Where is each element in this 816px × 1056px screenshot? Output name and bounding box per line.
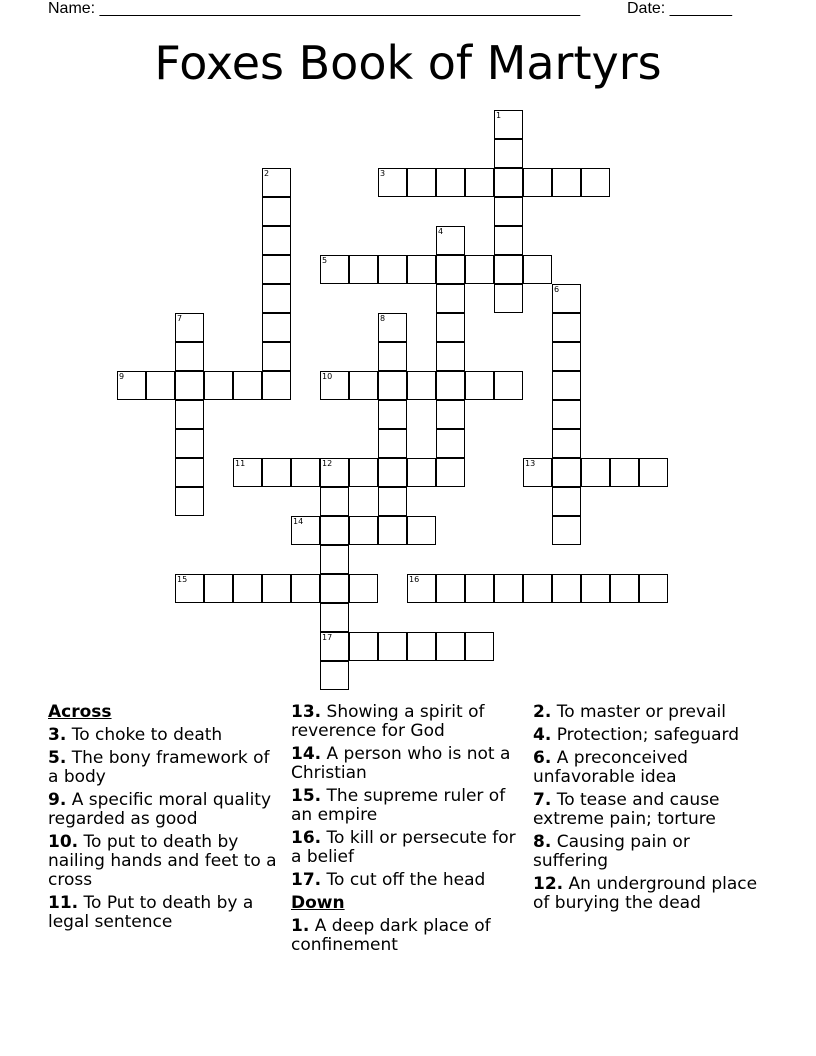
clue-number: 15. (291, 786, 322, 806)
clue-number: 9. (48, 790, 67, 810)
clue-down-4 (533, 726, 769, 745)
clue-text: Showing a spirit of reverence for God (291, 702, 485, 741)
cell-number: 10 (322, 372, 333, 381)
grid-cell[interactable] (378, 458, 407, 487)
grid-cell[interactable] (349, 516, 378, 545)
grid-cell[interactable] (552, 371, 581, 400)
clue-column-3 (533, 703, 769, 917)
cell-number: 7 (177, 314, 183, 323)
grid-cell[interactable] (523, 574, 552, 603)
clue-text: A person who is not a Christian (291, 744, 511, 783)
clue-number: 2. (533, 702, 552, 722)
grid-cell[interactable] (291, 458, 320, 487)
grid-cell[interactable] (494, 284, 523, 313)
grid-cell[interactable] (175, 487, 204, 516)
cell-number: 14 (293, 517, 304, 526)
grid-cell[interactable] (320, 255, 349, 284)
grid-cell[interactable] (494, 197, 523, 226)
clue-down-6 (533, 749, 769, 787)
clue-down-7 (533, 791, 769, 829)
cell-number: 16 (409, 575, 420, 584)
grid-cell[interactable] (639, 458, 668, 487)
grid-cell[interactable] (320, 574, 349, 603)
grid-cell[interactable] (378, 516, 407, 545)
grid-cell[interactable] (349, 255, 378, 284)
grid-cell[interactable] (204, 574, 233, 603)
clue-text: To cut off the head (321, 870, 486, 890)
grid-cell[interactable] (494, 574, 523, 603)
grid-cell[interactable] (552, 342, 581, 371)
clue-across-11 (48, 894, 284, 932)
across-heading: Across (48, 702, 112, 722)
grid-cell[interactable] (436, 313, 465, 342)
grid-cell[interactable] (262, 458, 291, 487)
name-field: Name: ______________________________________________________ (48, 0, 581, 17)
grid-cell[interactable] (320, 661, 349, 690)
grid-cell[interactable] (378, 400, 407, 429)
cell-number: 13 (525, 459, 536, 468)
clue-number: 7. (533, 790, 552, 810)
clue-down-8 (533, 833, 769, 871)
clue-number: 1. (291, 916, 310, 936)
clue-text: To Put to death by a legal sentence (48, 893, 254, 932)
grid-cell[interactable] (407, 168, 436, 197)
clue-text: Protection; safeguard (551, 725, 740, 745)
cell-number: 11 (235, 459, 246, 468)
grid-cell[interactable] (552, 168, 581, 197)
grid-cell[interactable] (175, 313, 204, 342)
grid-cell[interactable] (436, 429, 465, 458)
clue-column-1 (48, 703, 284, 936)
clue-number: 5. (48, 748, 67, 768)
cell-number: 17 (322, 633, 333, 642)
grid-cell[interactable] (494, 168, 523, 197)
grid-cell[interactable] (233, 574, 262, 603)
grid-cell[interactable] (436, 168, 465, 197)
grid-cell[interactable] (378, 371, 407, 400)
clue-number: 3. (48, 725, 67, 745)
grid-cell[interactable] (407, 255, 436, 284)
clue-text: Causing pain or suffering (533, 832, 690, 871)
grid-cell[interactable] (378, 168, 407, 197)
clue-down-1 (291, 917, 527, 955)
grid-cell[interactable] (320, 516, 349, 545)
clue-across-14 (291, 745, 527, 783)
grid-cell[interactable] (610, 574, 639, 603)
grid-cell[interactable] (204, 371, 233, 400)
grid-cell[interactable] (146, 371, 175, 400)
grid-cell[interactable] (262, 255, 291, 284)
grid-cell[interactable] (523, 255, 552, 284)
cell-number: 4 (438, 227, 444, 236)
grid-cell[interactable] (262, 342, 291, 371)
grid-cell[interactable] (552, 458, 581, 487)
grid-cell[interactable] (552, 400, 581, 429)
grid-cell[interactable] (436, 400, 465, 429)
clue-across-17 (291, 871, 527, 890)
grid-cell[interactable] (407, 574, 436, 603)
clue-text: The supreme ruler of an empire (291, 786, 506, 825)
clue-across-5 (48, 749, 284, 787)
grid-cell[interactable] (320, 371, 349, 400)
grid-cell[interactable] (262, 574, 291, 603)
grid-cell[interactable] (465, 632, 494, 661)
cell-number: 9 (119, 372, 125, 381)
clue-number: 4. (533, 725, 552, 745)
grid-cell[interactable] (552, 574, 581, 603)
grid-cell[interactable] (465, 255, 494, 284)
grid-cell[interactable] (175, 429, 204, 458)
grid-cell[interactable] (291, 574, 320, 603)
clue-number: 6. (533, 748, 552, 768)
clue-text: To master or prevail (551, 702, 726, 722)
grid-cell[interactable] (436, 371, 465, 400)
clue-number: 14. (291, 744, 322, 764)
clue-number: 8. (533, 832, 552, 852)
clue-text: The bony framework of a body (48, 748, 270, 787)
grid-cell[interactable] (320, 487, 349, 516)
grid-cell[interactable] (175, 342, 204, 371)
grid-cell[interactable] (233, 371, 262, 400)
grid-cell[interactable] (262, 284, 291, 313)
grid-cell[interactable] (407, 371, 436, 400)
grid-cell[interactable] (378, 255, 407, 284)
grid-cell[interactable] (349, 371, 378, 400)
grid-cell[interactable] (320, 603, 349, 632)
clue-column-2 (291, 703, 527, 959)
grid-cell[interactable] (523, 168, 552, 197)
grid-cell[interactable] (581, 168, 610, 197)
grid-cell[interactable] (552, 516, 581, 545)
grid-cell[interactable] (378, 429, 407, 458)
grid-cell[interactable] (436, 632, 465, 661)
grid-cell[interactable] (378, 487, 407, 516)
clue-text: A specific moral quality regarded as good (48, 790, 272, 829)
grid-cell[interactable] (175, 574, 204, 603)
clue-down-12 (533, 875, 769, 913)
grid-cell[interactable] (639, 574, 668, 603)
clue-number: 11. (48, 893, 79, 913)
cell-number: 6 (554, 285, 560, 294)
grid-cell[interactable] (436, 226, 465, 255)
clue-number: 13. (291, 702, 322, 722)
date-field: Date: _______ (627, 0, 732, 17)
page-title: Foxes Book of Martyrs (154, 36, 662, 90)
grid-cell[interactable] (233, 458, 262, 487)
grid-cell[interactable] (320, 632, 349, 661)
grid-cell[interactable] (581, 458, 610, 487)
clue-number: 10. (48, 832, 79, 852)
grid-cell[interactable] (465, 574, 494, 603)
grid-cell[interactable] (494, 110, 523, 139)
grid-cell[interactable] (175, 400, 204, 429)
down-heading: Down (291, 893, 345, 913)
grid-cell[interactable] (523, 458, 552, 487)
grid-cell[interactable] (436, 255, 465, 284)
grid-cell[interactable] (349, 632, 378, 661)
grid-cell[interactable] (465, 371, 494, 400)
clue-down-2 (533, 703, 769, 722)
grid-cell[interactable] (407, 458, 436, 487)
grid-cell[interactable] (407, 516, 436, 545)
clue-across-15 (291, 787, 527, 825)
cell-number: 12 (322, 459, 333, 468)
grid-cell[interactable] (465, 168, 494, 197)
grid-cell[interactable] (349, 574, 378, 603)
clue-number: 17. (291, 870, 322, 890)
grid-cell[interactable] (552, 429, 581, 458)
grid-cell[interactable] (175, 458, 204, 487)
clue-across-3 (48, 726, 284, 745)
grid-cell[interactable] (378, 342, 407, 371)
grid-cell[interactable] (552, 284, 581, 313)
clue-across-13 (291, 703, 527, 741)
grid-cell[interactable] (494, 139, 523, 168)
grid-cell[interactable] (494, 255, 523, 284)
grid-cell[interactable] (291, 516, 320, 545)
clue-text: To tease and cause extreme pain; torture (533, 790, 720, 829)
grid-cell[interactable] (552, 313, 581, 342)
grid-cell[interactable] (262, 197, 291, 226)
grid-cell[interactable] (494, 226, 523, 255)
cell-number: 3 (380, 169, 386, 178)
grid-cell[interactable] (581, 574, 610, 603)
grid-cell[interactable] (552, 487, 581, 516)
grid-cell[interactable] (436, 284, 465, 313)
grid-cell[interactable] (378, 632, 407, 661)
grid-cell[interactable] (320, 545, 349, 574)
clue-across-10 (48, 833, 284, 890)
clue-text: To kill or persecute for a belief (291, 828, 516, 867)
clue-number: 12. (533, 874, 564, 894)
grid-cell[interactable] (262, 313, 291, 342)
clue-text: A deep dark place of confinement (291, 916, 491, 955)
clue-text: A preconceived unfavorable idea (533, 748, 688, 787)
grid-cell[interactable] (262, 226, 291, 255)
grid-cell[interactable] (349, 458, 378, 487)
clue-across-9 (48, 791, 284, 829)
cell-number: 5 (322, 256, 328, 265)
grid-cell[interactable] (610, 458, 639, 487)
grid-cell[interactable] (436, 342, 465, 371)
clue-number: 16. (291, 828, 322, 848)
cell-number: 2 (264, 169, 270, 178)
grid-cell[interactable] (378, 313, 407, 342)
grid-cell[interactable] (117, 371, 146, 400)
cell-number: 15 (177, 575, 188, 584)
grid-cell[interactable] (436, 574, 465, 603)
clue-text: To put to death by nailing hands and feet to a cross (48, 832, 277, 890)
cell-number: 1 (496, 111, 502, 120)
clue-text: An underground place of burying the dead (533, 874, 758, 913)
clue-across-16 (291, 829, 527, 867)
grid-cell[interactable] (262, 168, 291, 197)
cell-number: 8 (380, 314, 386, 323)
grid-cell[interactable] (494, 371, 523, 400)
grid-cell[interactable] (320, 458, 349, 487)
clue-text: To choke to death (66, 725, 223, 745)
grid-cell[interactable] (262, 371, 291, 400)
grid-cell[interactable] (175, 371, 204, 400)
grid-cell[interactable] (436, 458, 465, 487)
grid-cell[interactable] (407, 632, 436, 661)
